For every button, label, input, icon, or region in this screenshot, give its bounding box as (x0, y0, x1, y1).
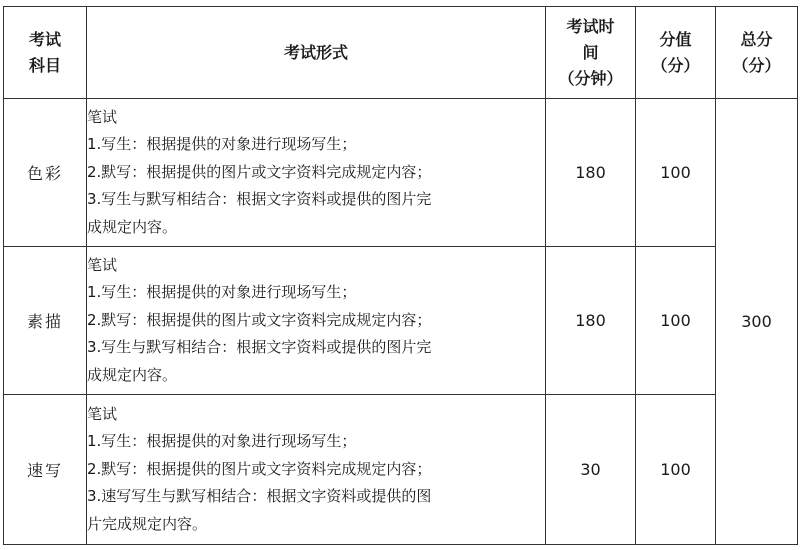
total-cell: 300 (716, 99, 798, 545)
exam-table (3, 6, 798, 545)
exam-form-cell: 笔试 1.写生：根据提供的对象进行现场写生； 2.默写：根据提供的图片或文字资料完成规定内容； 3.写生与默写相结合：根据文字资料或提供的图片完 成规定内容。 (87, 247, 546, 395)
table-row (4, 395, 798, 545)
exam-form-cell: 笔试 1.写生：根据提供的对象进行现场写生； 2.默写：根据提供的图片或文字资料完成规定内容； 3.速写写生与默写相结合：根据文字资料或提供的图 片完成规定内容。 (87, 395, 546, 545)
subject-cell: 素描 (4, 247, 87, 395)
exam-form-cell: 笔试 1.写生：根据提供的对象进行现场写生； 2.默写：根据提供的图片或文字资料完成规定内容； 3.写生与默写相结合：根据文字资料或提供的图片完 成规定内容。 (87, 99, 546, 247)
header-score: 分值 （分） (636, 7, 716, 99)
header-form: 考试形式 (87, 7, 546, 99)
score-cell: 100 (636, 247, 716, 395)
header-row (4, 7, 798, 99)
subject-cell: 色彩 (4, 99, 87, 247)
subject-cell: 速写 (4, 395, 87, 545)
table-row (4, 247, 798, 395)
duration-cell: 30 (546, 395, 636, 545)
score-cell: 100 (636, 99, 716, 247)
table-row (4, 99, 798, 247)
duration-cell: 180 (546, 247, 636, 395)
header-duration: 考试时 间 （分钟） (546, 7, 636, 99)
duration-cell: 180 (546, 99, 636, 247)
header-total: 总分 （分） (716, 7, 798, 99)
header-subject: 考试 科目 (4, 7, 87, 99)
score-cell: 100 (636, 395, 716, 545)
